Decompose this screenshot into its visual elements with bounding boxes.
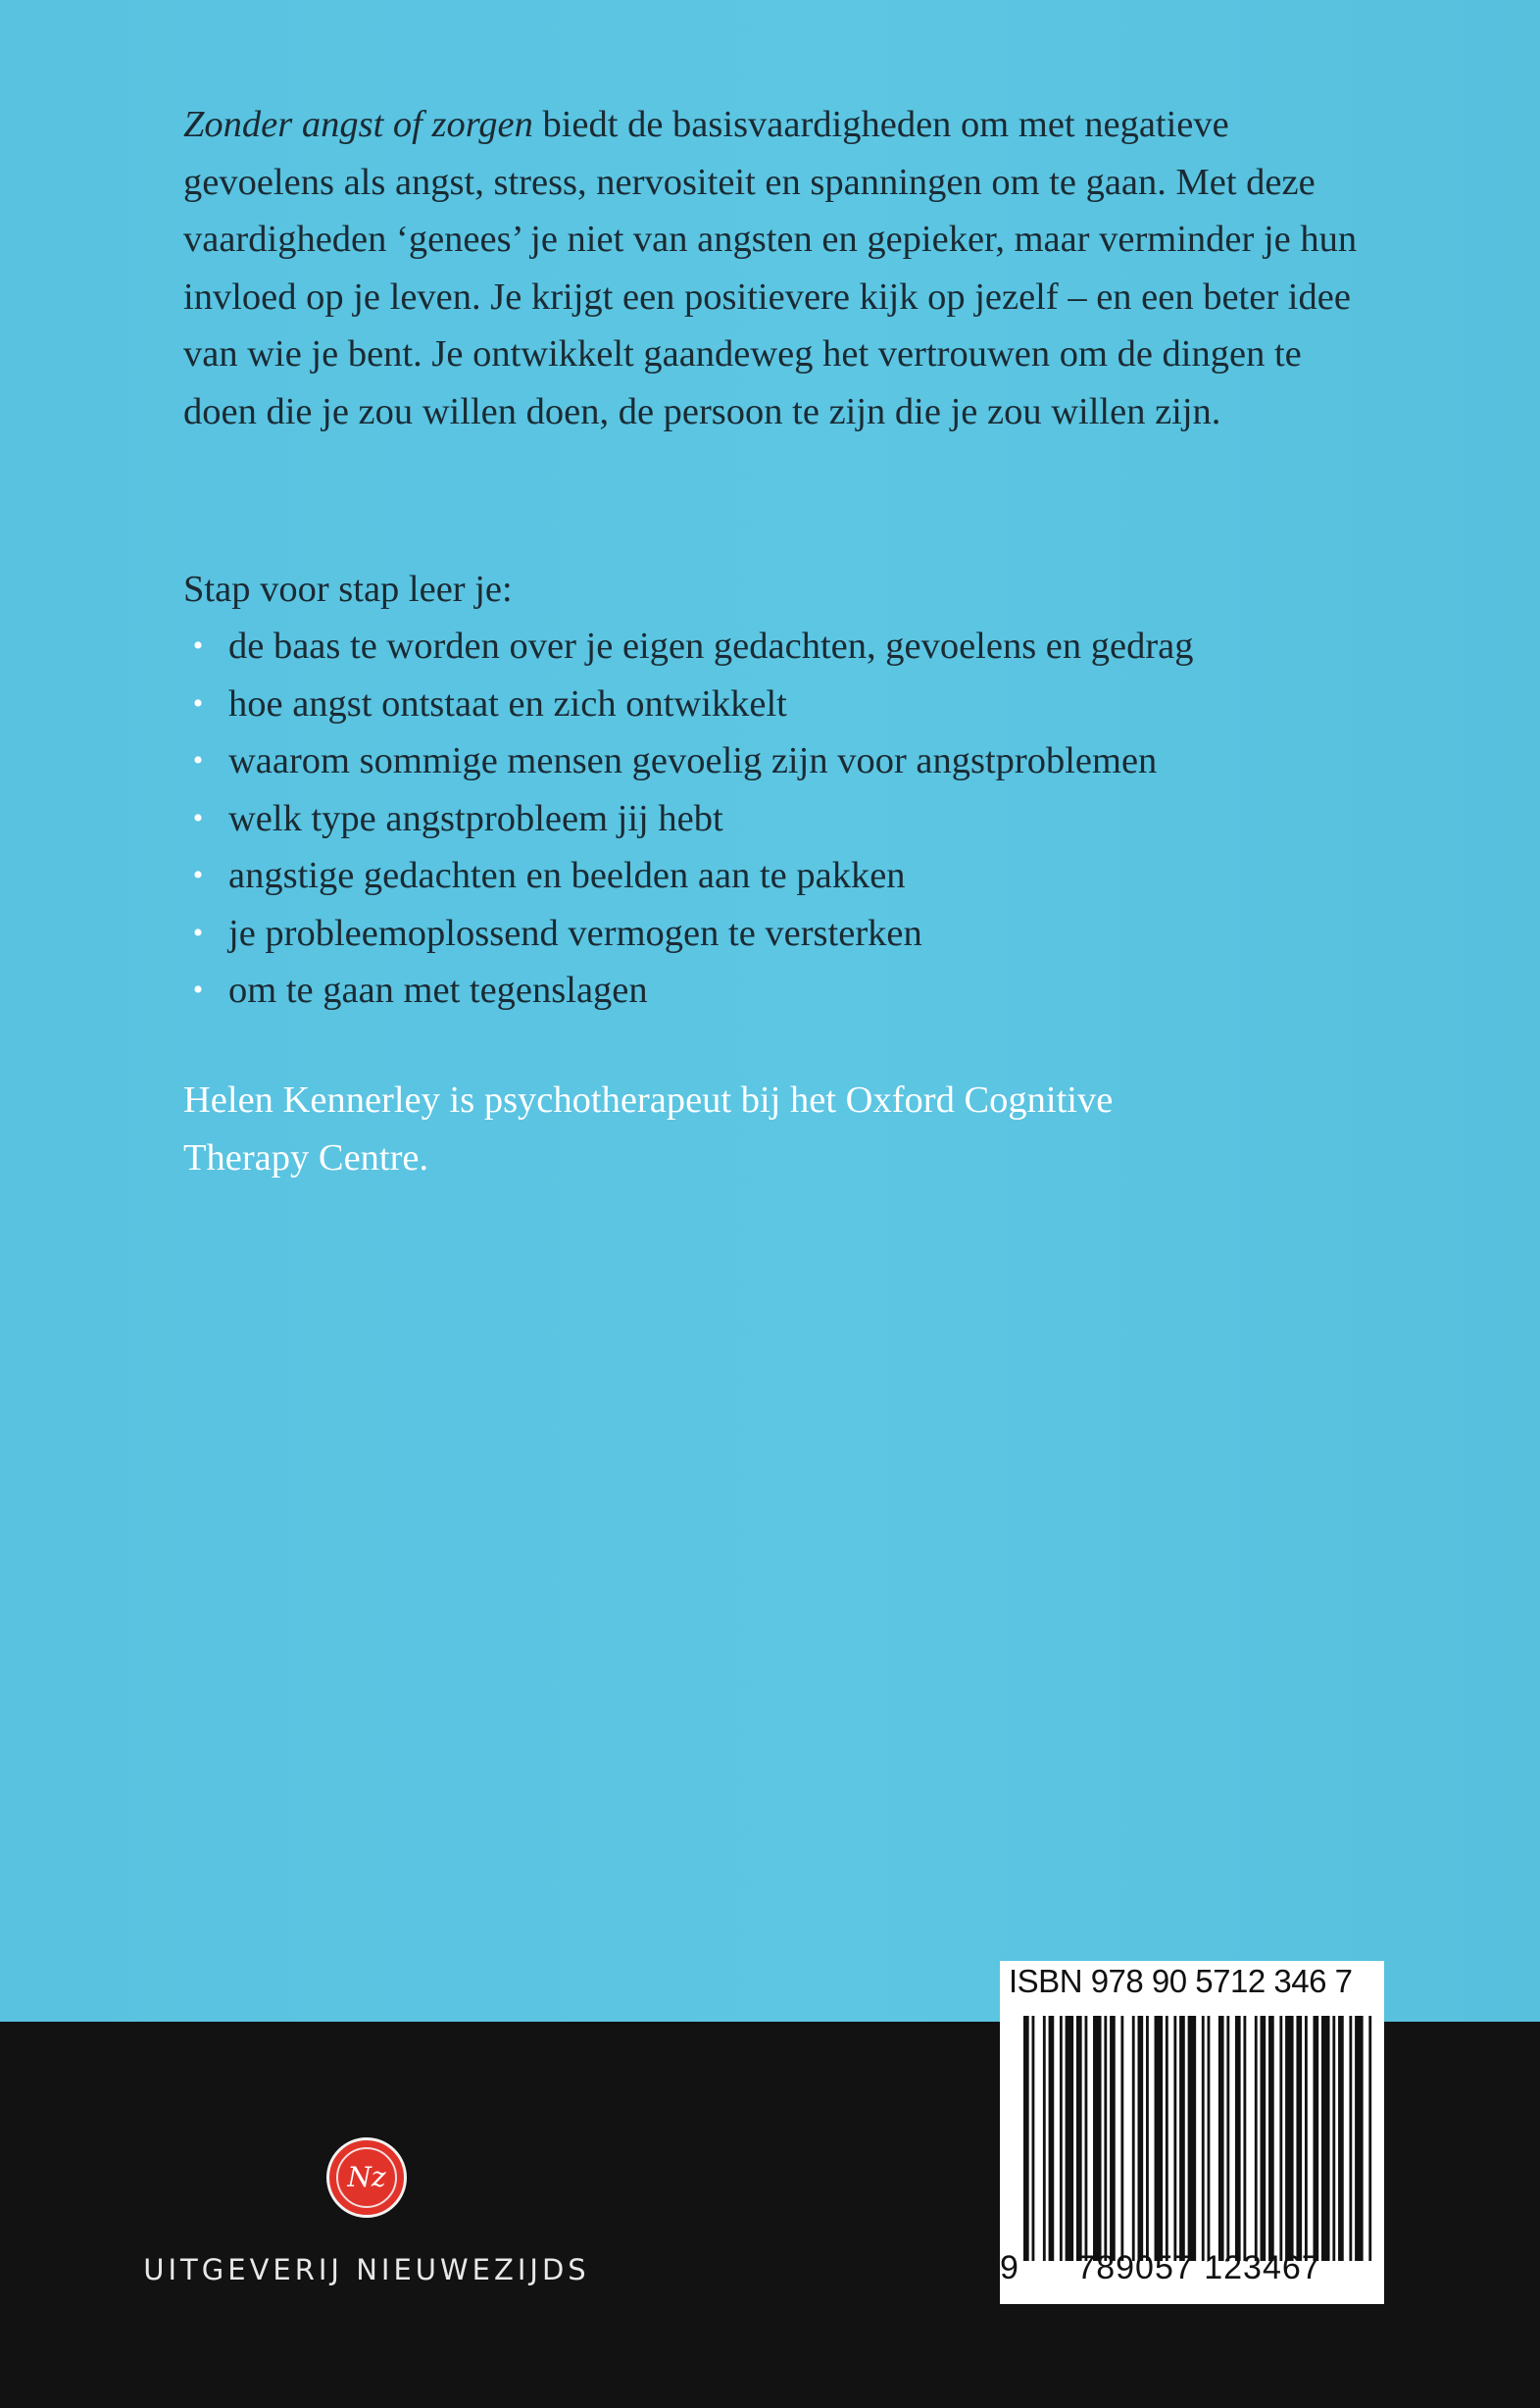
logo-letters: Nz	[336, 2147, 397, 2208]
barcode-bar	[1255, 2016, 1258, 2261]
list-item	[183, 962, 1194, 1020]
barcode-first-digit: 9	[1000, 2249, 1018, 2286]
barcode-digits: 789057 123467	[1076, 2249, 1321, 2286]
barcode-bar	[1332, 2016, 1335, 2261]
list-item-text: waarom sommige mensen gevoelig zijn voor angstproblemen	[228, 740, 1158, 781]
barcode-bar	[1188, 2016, 1197, 2261]
barcode-bar	[1060, 2016, 1063, 2261]
barcode-bar	[1218, 2016, 1224, 2261]
barcode-bar	[1368, 2016, 1371, 2261]
barcode-bar	[1296, 2016, 1302, 2261]
list-item	[183, 905, 1194, 963]
barcode-bar	[1261, 2016, 1267, 2261]
list-item-text: om te gaan met tegenslagen	[228, 970, 648, 1011]
barcode-bar	[1120, 2016, 1123, 2261]
publisher-name: UITGEVERIJ NIEUWEZIJDS	[143, 2253, 590, 2286]
bullet-icon: •	[192, 974, 204, 1006]
barcode-bar	[1110, 2016, 1116, 2261]
barcode-bar	[1137, 2016, 1143, 2261]
bullet-icon: •	[192, 744, 204, 777]
barcode-bar	[1132, 2016, 1135, 2261]
author-bio-line2: Therapy Centre.	[183, 1136, 429, 1179]
bullet-icon: •	[192, 629, 204, 662]
barcode-bar	[1032, 2016, 1035, 2261]
barcode-bar	[1043, 2016, 1046, 2261]
list-item-text: angstige gedachten en beelden aan te pakken	[228, 855, 906, 896]
list-item-text: hoe angst ontstaat en zich ontwikkelt	[228, 682, 787, 725]
barcode-bar	[1313, 2016, 1318, 2261]
bullet-icon: •	[192, 801, 204, 834]
barcode-bar	[1279, 2016, 1282, 2261]
author-bio-line1: Helen Kennerley is psychotherapeut bij het Oxford Cognitive	[183, 1079, 1114, 1121]
barcode-bar	[1305, 2016, 1308, 2261]
list-item	[183, 790, 1194, 848]
learn-intro: Stap voor stap leer je:	[183, 569, 513, 610]
barcode-bar	[1235, 2016, 1241, 2261]
bullet-icon: •	[192, 859, 204, 891]
barcode-bar	[1208, 2016, 1211, 2261]
list-item	[183, 847, 1194, 905]
barcode-bar	[1166, 2016, 1168, 2261]
barcode-bar	[1085, 2016, 1088, 2261]
blurb-paragraph	[183, 96, 1360, 440]
barcode-bar	[1049, 2016, 1055, 2261]
barcode-bar	[1076, 2016, 1082, 2261]
barcode-bar	[1093, 2016, 1102, 2261]
barcode-bar	[1202, 2016, 1205, 2261]
bullet-icon: •	[192, 916, 204, 949]
barcode-bar	[1321, 2016, 1330, 2261]
barcode-bar	[1349, 2016, 1352, 2261]
barcode-bar	[1285, 2016, 1294, 2261]
list-item	[183, 618, 1194, 676]
barcode-bar	[1023, 2016, 1029, 2261]
publisher-logo-icon	[326, 2137, 407, 2218]
list-item	[183, 676, 1194, 733]
barcode-bar	[1146, 2016, 1149, 2261]
isbn-label: ISBN 978 90 5712 346 7	[1009, 1963, 1353, 1999]
barcode-bar	[1338, 2016, 1344, 2261]
barcode-bar	[1179, 2016, 1185, 2261]
barcode-bar	[1104, 2016, 1107, 2261]
bullet-icon: •	[192, 686, 204, 720]
author-bio	[183, 1072, 1262, 1186]
barcode-icon	[1023, 2016, 1374, 2261]
list-item-text: de baas te worden over je eigen gedachten, gevoelens en gedrag	[228, 626, 1194, 667]
book-title-italic: Zonder angst of zorgen	[183, 104, 533, 145]
barcode-bar	[1243, 2016, 1246, 2261]
list-item-text: welk type angstprobleem jij hebt	[228, 797, 723, 839]
list-item	[183, 732, 1194, 790]
barcode-bar	[1066, 2016, 1074, 2261]
isbn-barcode-panel	[1000, 1961, 1384, 2304]
blurb-text: biedt de basisvaardigheden om met negatieve gevoelens als angst, stress, nervositeit en spanningen om te gaan. Met deze vaardigheden ‘genees’ je niet van angsten en gepieker, maar verminder je hun invloed op je leven. Je krijgt een positievere kijk op jezelf – en een beter idee van wie je bent. Je ontwikkelt gaandeweg het vertrouwen om de dingen te doen die je zou willen doen, de persoon te zijn die je zou willen zijn.	[183, 104, 1358, 432]
barcode-bar	[1226, 2016, 1229, 2261]
list-item-text: je probleemoplossend vermogen te versterken	[228, 912, 922, 954]
barcode-bar	[1155, 2016, 1164, 2261]
learn-list	[183, 618, 1194, 1020]
barcode-bar	[1173, 2016, 1176, 2261]
barcode-bar	[1355, 2016, 1364, 2261]
barcode-bar	[1268, 2016, 1274, 2261]
